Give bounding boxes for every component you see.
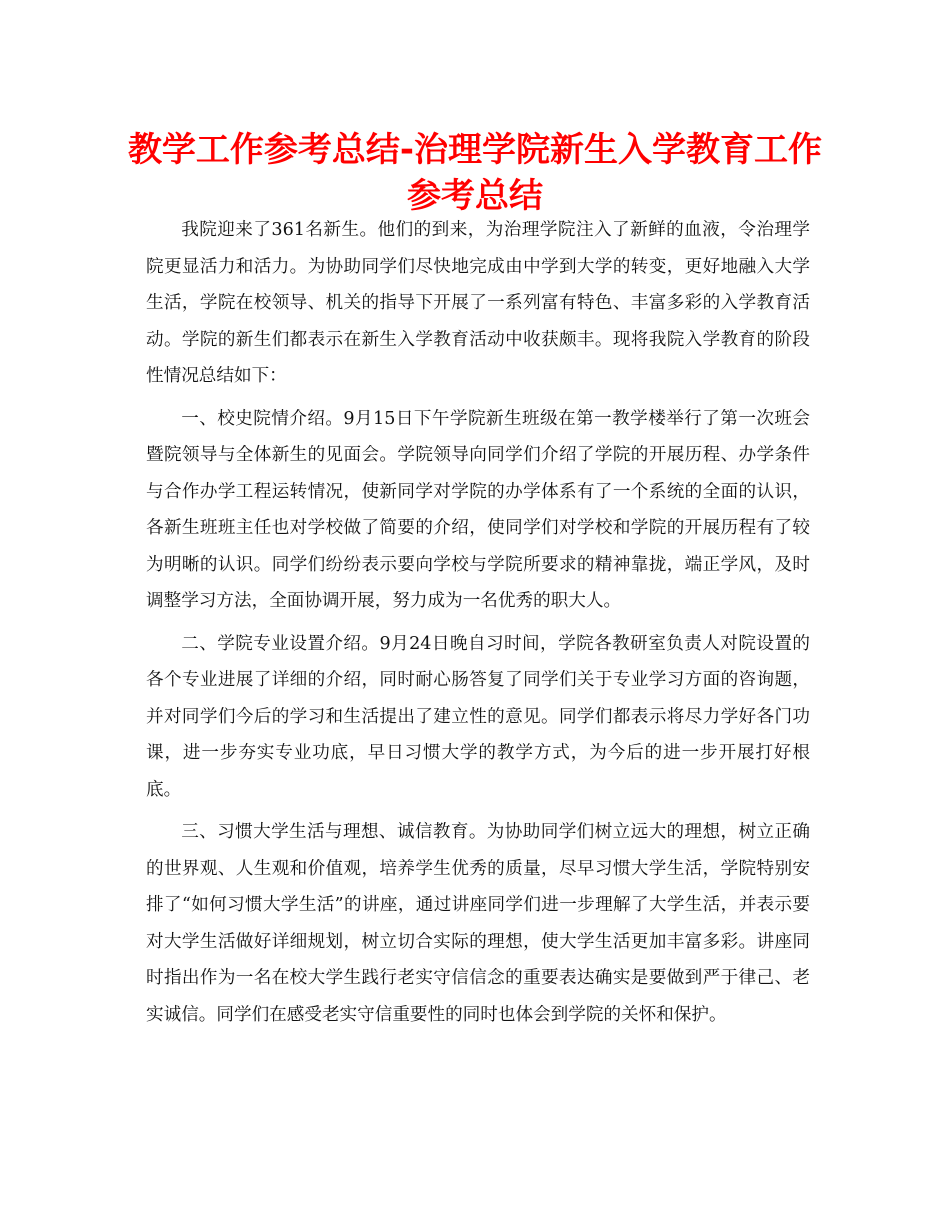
intro-paragraph: 我院迎来了361名新生。他们的到来，为治理学院注入了新鲜的血液，令治理学院更显活力和活力。为协助同学们尽快地完成由中学到大学的转变，更好地融入大学生活，学院在校领导、机关的指导下开展了一系列富有特色、丰富多彩的入学教育活动。学院的新生们都表示在新生入学教育活动中收获颇丰。现将我院入学教育的阶段性情况总结如下： — [146, 220, 810, 386]
document-body — [146, 212, 810, 1039]
section-3-paragraph: 三、习惯大学生活与理想、诚信教育。为协助同学们树立远大的理想，树立正确的世界观、人生观和价值观，培养学生优秀的质量，尽早习惯大学生活，学院特别安排了“如何习惯大学生活”的讲座，通过讲座同学们进一步理解了大学生活，并表示要对大学生活做好详细规划，树立切合实际的理想，使大学生活更加丰富多彩。讲座同时指出作为一名在校大学生践行老实守信信念的重要表达确实是要做到严于律己、老实诚信。同学们在感受老实守信重要性的同时也体会到学院的关怀和保护。 — [146, 822, 810, 1025]
document-title-line1: 教学工作参考总结-治理学院新生入学教育工作 — [127, 130, 823, 170]
section-1-paragraph: 一、校史院情介绍。9月15日下午学院新生班级在第一教学楼举行了第一次班会暨院领导与全体新生的见面会。学院领导向同学们介绍了学院的开展历程、办学条件与合作办学工程运转情况，使新同学对学院的办学体系有了一个系统的全面的认识，各新生班班主任也对学校做了简要的介绍，使同学们对学校和学院的开展历程有了较为明晰的认识。同学们纷纷表示要向学校与学院所要求的精神靠拢，端正学风，及时调整学习方法，全面协调开展，努力成为一名优秀的职大人。 — [146, 408, 810, 611]
section-2-paragraph: 二、学院专业设置介绍。9月24日晚自习时间，学院各教研室负责人对院设置的各个专业进展了详细的介绍，同时耐心肠答复了同学们关于专业学习方面的咨询题，并对同学们今后的学习和生活提出了建立性的意见。同学们都表示将尽力学好各门功课，进一步夯实专业功底，早日习惯大学的教学方式，为今后的进一步开展打好根底。 — [146, 633, 810, 800]
document-title-line2: 参考总结 — [407, 176, 543, 216]
